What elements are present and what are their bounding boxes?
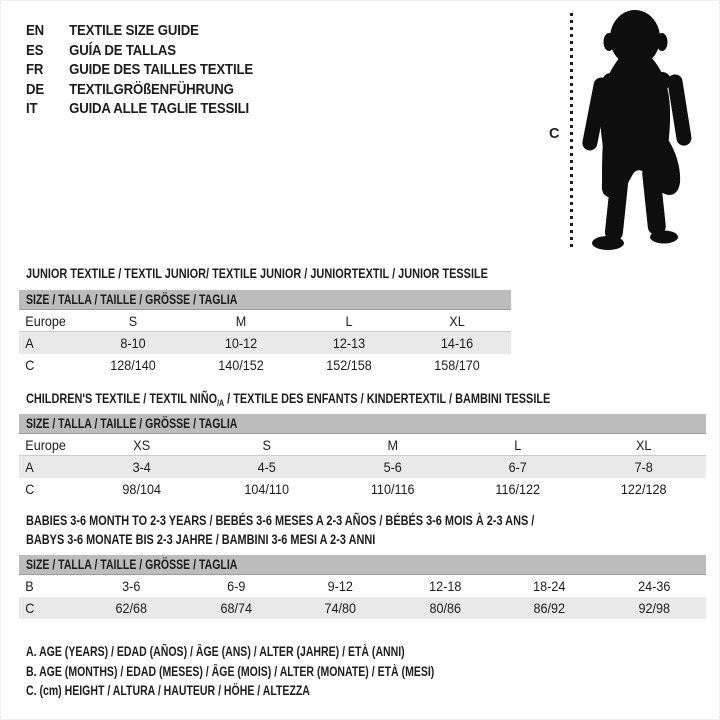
- size-cell: 92/98: [637, 600, 670, 616]
- legend-line-c-text: C. (cm) HEIGHT / ALTURA / HAUTEUR / HÖHE / ALTEZZA: [26, 683, 310, 698]
- size-cell: 98/104: [122, 481, 161, 497]
- row-label: C: [25, 357, 35, 373]
- size-cell: 86/92: [533, 600, 566, 616]
- babies-title-line2-wrap: [26, 530, 678, 549]
- size-header-row: [19, 290, 511, 310]
- size-row-a: [19, 332, 511, 354]
- size-cell: 5-6: [383, 459, 402, 475]
- size-row-c: [19, 597, 706, 619]
- row-label: Europe: [25, 436, 66, 453]
- language-title: GUIDA ALLE TAGLIE TESSILI: [69, 100, 250, 118]
- size-header-row: [19, 555, 706, 575]
- size-cell: 4-5: [257, 459, 277, 475]
- size-cell: XL: [635, 436, 652, 453]
- size-cell: 6-9: [226, 578, 245, 594]
- size-cell: 152/158: [326, 357, 372, 373]
- size-cell: 140/152: [218, 357, 264, 373]
- babies-title-line1-wrap: [26, 511, 678, 530]
- size-cell: 24-36: [637, 578, 670, 594]
- language-code: DE: [26, 80, 44, 98]
- size-cell: 74/80: [324, 600, 357, 616]
- language-code: ES: [26, 41, 44, 59]
- size-cell: 14-16: [440, 335, 474, 351]
- size-cell: L: [514, 436, 522, 453]
- size-cell: S: [128, 312, 138, 329]
- size-cell: 68/74: [219, 600, 252, 616]
- size-cell: L: [345, 312, 353, 329]
- toddler-figure: [581, 10, 692, 250]
- row-label: C: [25, 481, 35, 497]
- size-cell: 7-8: [634, 459, 653, 475]
- size-header-label: SIZE / TALLA / TAILLE / GRÖSSE / TAGLIA: [26, 416, 238, 431]
- size-row-b: [19, 575, 706, 597]
- row-label: B: [25, 578, 34, 594]
- size-row-europe: [19, 434, 706, 456]
- children-title-sub: /A: [217, 398, 225, 408]
- size-cell: XS: [133, 436, 151, 453]
- size-cell: S: [262, 436, 272, 453]
- size-header-label: SIZE / TALLA / TAILLE / GRÖSSE / TAGLIA: [26, 292, 238, 307]
- junior-table-title: [26, 264, 618, 283]
- children-table-title: [26, 389, 698, 413]
- language-row: [26, 80, 253, 100]
- language-title: GUIDE DES TAILLES TEXTILE: [69, 61, 253, 79]
- language-code: IT: [26, 100, 38, 118]
- size-cell: M: [235, 312, 247, 329]
- size-cell: 12-13: [332, 335, 366, 351]
- children-title-pre: CHILDREN'S TEXTILE / TEXTIL NIÑO: [26, 390, 218, 406]
- legend-line-c: [26, 681, 549, 701]
- row-label: A: [25, 335, 34, 351]
- size-cell: 104/110: [244, 481, 290, 497]
- language-code: EN: [26, 22, 44, 40]
- junior-table-title-text: JUNIOR TEXTILE / TEXTIL JUNIOR/ TEXTILE JUNIOR / JUNIORTEXTIL / JUNIOR TESSILE: [26, 265, 488, 281]
- size-row-a: [19, 456, 706, 478]
- children-title-post: / TEXTILE DES ENFANTS / KINDERTEXTIL / BAMBINI TESSILE: [224, 390, 551, 406]
- language-title: TEXTILE SIZE GUIDE: [69, 22, 199, 40]
- size-cell: M: [387, 436, 398, 453]
- language-row: [26, 41, 253, 61]
- size-row-c: [19, 354, 511, 376]
- size-cell: 6-7: [508, 459, 528, 475]
- children-size-table: [19, 414, 706, 500]
- language-row: [26, 60, 253, 80]
- language-row: [26, 21, 253, 41]
- language-row: [26, 99, 253, 119]
- height-measure-line: [570, 13, 573, 249]
- size-cell: 128/140: [110, 357, 156, 373]
- legend-line-b-text: B. AGE (MONTHS) / EDAD (MESES) / ÂGE (MOIS) / ALTER (MONATE) / ETÀ (MESI): [26, 663, 435, 679]
- row-label: Europe: [25, 312, 66, 329]
- size-cell: 18-24: [533, 578, 566, 594]
- children-table-title-text: [26, 389, 550, 413]
- size-cell: 8-10: [120, 335, 146, 351]
- size-row-c: [19, 478, 706, 500]
- height-marker-label: C: [549, 126, 560, 142]
- size-cell: 10-12: [224, 335, 258, 351]
- legend-line-a-text: A. AGE (YEARS) / EDAD (AÑOS) / ÂGE (ANS) / ALTER (JAHRE) / ETÀ (ANNI): [26, 644, 405, 659]
- size-cell: 9-12: [327, 578, 353, 594]
- size-row-europe: [19, 310, 511, 332]
- size-cell: 12-18: [428, 578, 461, 594]
- size-header-row: [19, 414, 706, 434]
- language-code: FR: [26, 61, 44, 79]
- row-label: A: [25, 459, 34, 475]
- size-cell: 122/128: [620, 481, 667, 497]
- size-cell: XL: [449, 312, 465, 329]
- junior-size-table: [19, 290, 511, 376]
- size-cell: 110/116: [370, 481, 415, 497]
- babies-table-title: [26, 511, 678, 549]
- legend: [26, 642, 549, 701]
- legend-line-a: [26, 642, 549, 662]
- row-label: C: [25, 600, 35, 616]
- babies-title-line2: BABYS 3-6 MONATE BIS 2-3 JAHRE / BAMBINI 3-6 MESI A 2-3 ANNI: [26, 531, 376, 547]
- size-header-label: SIZE / TALLA / TAILLE / GRÖSSE / TAGLIA: [26, 557, 238, 572]
- language-title: TEXTILGRÖßENFÜHRUNG: [69, 80, 234, 98]
- size-cell: 62/68: [115, 600, 148, 616]
- language-list: [26, 21, 253, 119]
- size-cell: 116/122: [495, 481, 541, 497]
- legend-line-b: [26, 662, 549, 682]
- size-cell: 80/86: [428, 600, 461, 616]
- size-cell: 158/170: [434, 357, 480, 373]
- size-cell: 3-6: [122, 578, 141, 594]
- babies-title-line1: BABIES 3-6 MONTH TO 2-3 YEARS / BEBÉS 3-6 MESES A 2-3 AÑOS / BÉBÉS 3-6 MOIS À 2-3 ANS /: [26, 512, 535, 528]
- toddler-silhouette-icon: [578, 7, 704, 251]
- babies-size-table: [19, 555, 706, 619]
- language-title: GUÍA DE TALLAS: [69, 41, 176, 59]
- size-cell: 3-4: [132, 459, 151, 475]
